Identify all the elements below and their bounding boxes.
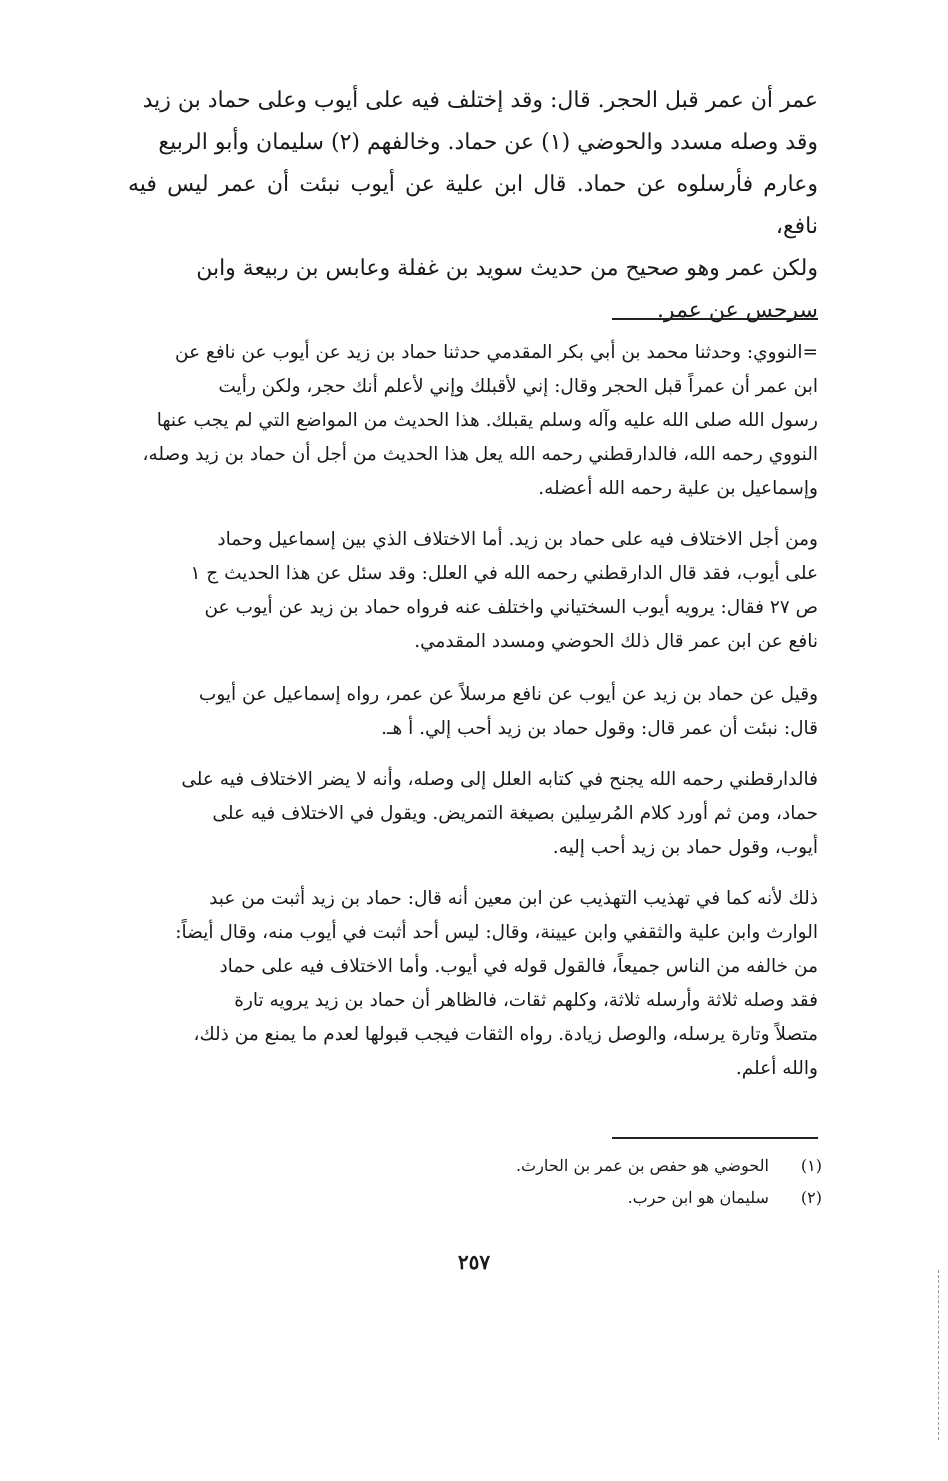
note-line: قال: نبئت أن عمر قال: وقول حماد بن زيد أحب إلي. أ هـ. [381,718,818,739]
main-line: سرجس عن عمر. [656,298,818,323]
note-line: والله أعلم. [735,1058,818,1079]
main-line: وعارم فأرسلوه عن حماد. قال ابن علية عن أيوب نبئت أن عمر ليس فيه نافع، [128,172,818,239]
note-line: رسول الله صلى الله عليه وآله وسلم يقبلك. هذا الحديث من المواضع التي لم يجب عنها [156,410,818,431]
footnote-item [322,1182,822,1214]
main-line: ولكن عمر وهو صحيح من حديث سويد بن غفلة وعابس بن ربيعة وابن [196,256,818,281]
main-line: عمر أن عمر قبل الحجر. قال: وقد إختلف فيه على أيوب وعلى حماد بن زيد [142,88,818,113]
note-line: الوارث وابن علية والثقفي وابن عيينة، وقال: ليس أحد أثبت في أيوب منه، وقال أيضاً: [175,922,818,943]
footnote-item [322,1150,822,1182]
footnote-number: (١) [800,1156,822,1175]
note-line: وإسماعيل بن علية رحمه الله أعضله. [538,478,818,499]
note-paragraph [128,523,818,659]
footnote-text: الحوضي هو حفص بن عمر بن الحارث. [515,1156,769,1175]
note-line: فقد وصله ثلاثة وأرسله ثلاثة، وكلهم ثقات، فالظاهر أن حماد بن زيد يرويه تارة [234,990,818,1011]
main-line: وقد وصله مسدد والحوضي (١) عن حماد. وخالفهم (٢) سليمان وأبو الربيع [158,130,818,155]
note-line: ذلك لأنه كما في تهذيب التهذيب عن ابن معين أنه قال: حماد بن زيد أثبت من عبد [209,888,818,909]
note-line: من خالفه من الناس جميعاً، فالقول قوله في أيوب. وأما الاختلاف فيه على حماد [219,956,818,977]
scan-edge-mark [938,1270,939,1440]
note-line: أيوب، وقول حماد بن زيد أحب إليه. [552,837,818,858]
notes-divider [612,318,818,320]
page-number: ٢٥٧ [457,1250,491,1274]
note-line: على أيوب، فقد قال الدارقطني رحمه الله في العلل: وقد سئل عن هذا الحديث ج ١ [190,563,818,584]
note-line: ومن أجل الاختلاف فيه على حماد بن زيد. أما الاختلاف الذي بين إسماعيل وحماد [217,529,818,550]
note-line: النووي رحمه الله، فالدارقطني رحمه الله يعل هذا الحديث من أجل أن حماد بن زيد وصله، [142,444,818,465]
note-paragraph [128,336,818,506]
footnote-text: سليمان هو ابن حرب. [627,1188,769,1207]
note-line: ابن عمر أن عمراً قبل الحجر وقال: إني لأقبلك وإني لأعلم أنك حجر، ولكن رأيت [218,376,818,397]
note-line: متصلاً وتارة يرسله، والوصل زيادة. رواه الثقات فيجب قبولها لعدم ما يمنع من ذلك، [193,1024,818,1045]
footnote-number: (٢) [800,1188,822,1207]
note-paragraph [128,763,818,865]
note-line: نافع عن ابن عمر قال ذلك الحوضي ومسدد المقدمي. [414,631,818,652]
note-line: فالدارقطني رحمه الله يجنح في كتابه العلل إلى وصله، وأنه لا يضر الاختلاف فيه على [181,769,818,790]
note-line: حماد، ومن ثم أورد كلام المُرسِلين بصيغة التمريض. ويقول في الاختلاف فيه على [212,803,818,824]
footnotes [322,1150,822,1214]
note-paragraph [128,678,818,746]
note-line: =النووي: وحدثنا محمد بن أبي بكر المقدمي حدثنا حماد بن زيد عن أيوب عن نافع عن [174,342,818,363]
note-paragraph [128,882,818,1086]
note-line: وقيل عن حماد بن زيد عن أيوب عن نافع مرسلاً عن عمر، رواه إسماعيل عن أيوب [198,684,818,705]
note-line: ص ٢٧ فقال: يرويه أيوب السختياني واختلف عنه فرواه حماد بن زيد عن أيوب عن [204,597,818,618]
main-text [128,80,818,332]
footnotes-divider [612,1137,818,1139]
